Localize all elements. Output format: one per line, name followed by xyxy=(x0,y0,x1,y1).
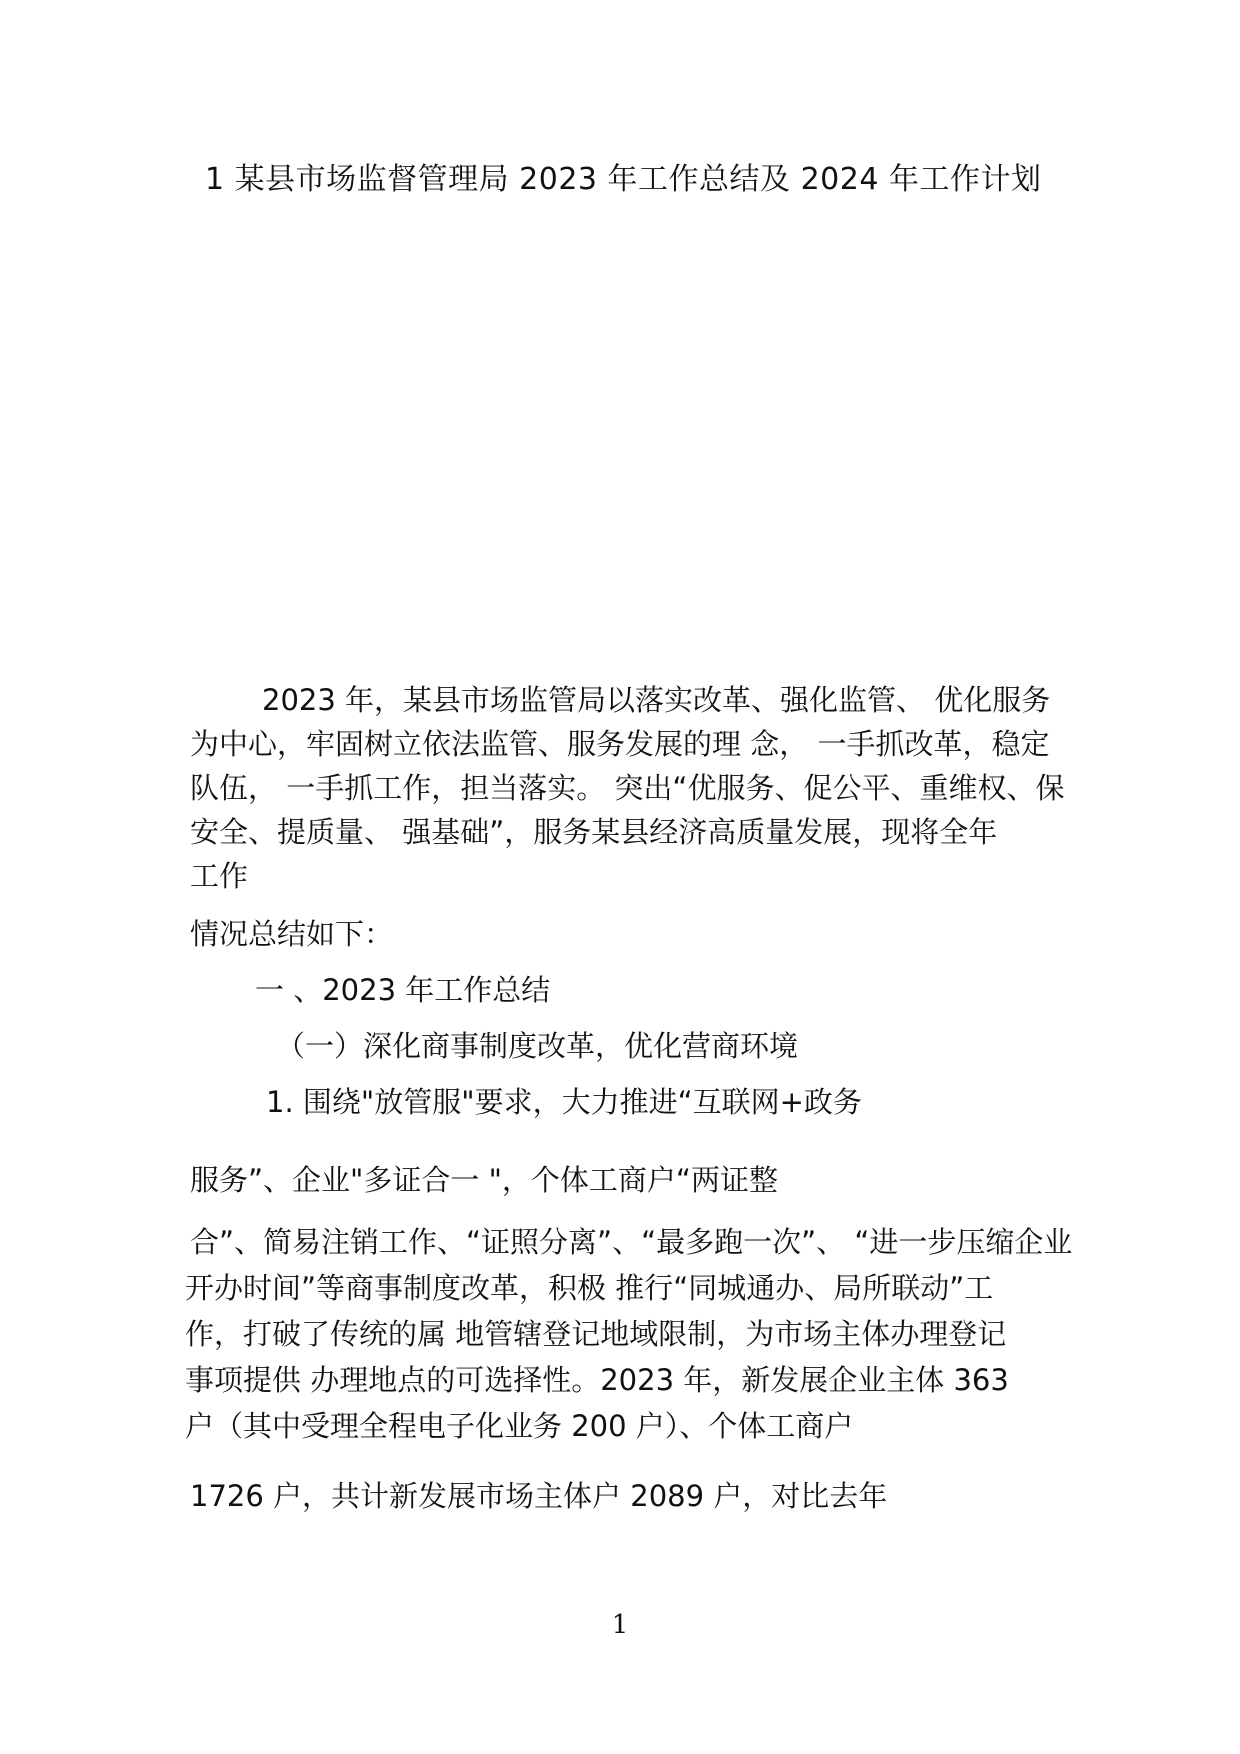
paragraph-line: 安全、提质量、 强基础”，服务某县经济高质量发展，现将全年 xyxy=(190,815,998,849)
summary-intro: 情况总结如下： xyxy=(190,917,394,951)
section-heading: 一 、2023 年工作总结 xyxy=(255,973,551,1007)
paragraph-line: 2023 年，某县市场监管局以落实改革、强化监管、 优化服务 xyxy=(262,683,1051,717)
item-body-line: 作，打破了传统的属 地管辖登记地域限制，为市场主体办理登记 xyxy=(185,1317,1007,1351)
page-number: 1 xyxy=(611,1610,629,1640)
paragraph-line: 工作 xyxy=(190,859,249,893)
item-body-line: 事项提供 办理地点的可选择性。2023 年，新发展企业主体 363 xyxy=(185,1363,1009,1397)
item-body-line: 开办时间”等商事制度改革，积极 推行“同城通办、局所联动”工 xyxy=(185,1271,994,1305)
item-body-line: 1726 户，共计新发展市场主体户 2089 户，对比去年 xyxy=(190,1479,888,1513)
paragraph-line: 为中心，牢固树立依法监管、服务发展的理 念， 一手抓改革，稳定 xyxy=(190,727,1050,761)
document-title: 1 某县市场监督管理局 2023 年工作总结及 2024 年工作计划 xyxy=(205,162,1042,197)
item-body-line: 服务”、企业"多证合一 "，个体工商户“两证整 xyxy=(190,1163,778,1197)
item-body-line: 户（其中受理全程电子化业务 200 户）、个体工商户 xyxy=(185,1409,854,1443)
subsection-heading: （一）深化商事制度改革，优化营商环境 xyxy=(276,1029,799,1063)
paragraph-line: 队伍， 一手抓工作，担当落实。 突出“优服务、促公平、重维权、保 xyxy=(190,771,1065,805)
item-heading: 1. 围绕"放管服"要求，大力推进“互联网+政务 xyxy=(266,1085,862,1119)
item-body-line: 合”、简易注销工作、“证照分离”、“最多跑一次”、 “进一步压缩企业 xyxy=(190,1225,1073,1259)
